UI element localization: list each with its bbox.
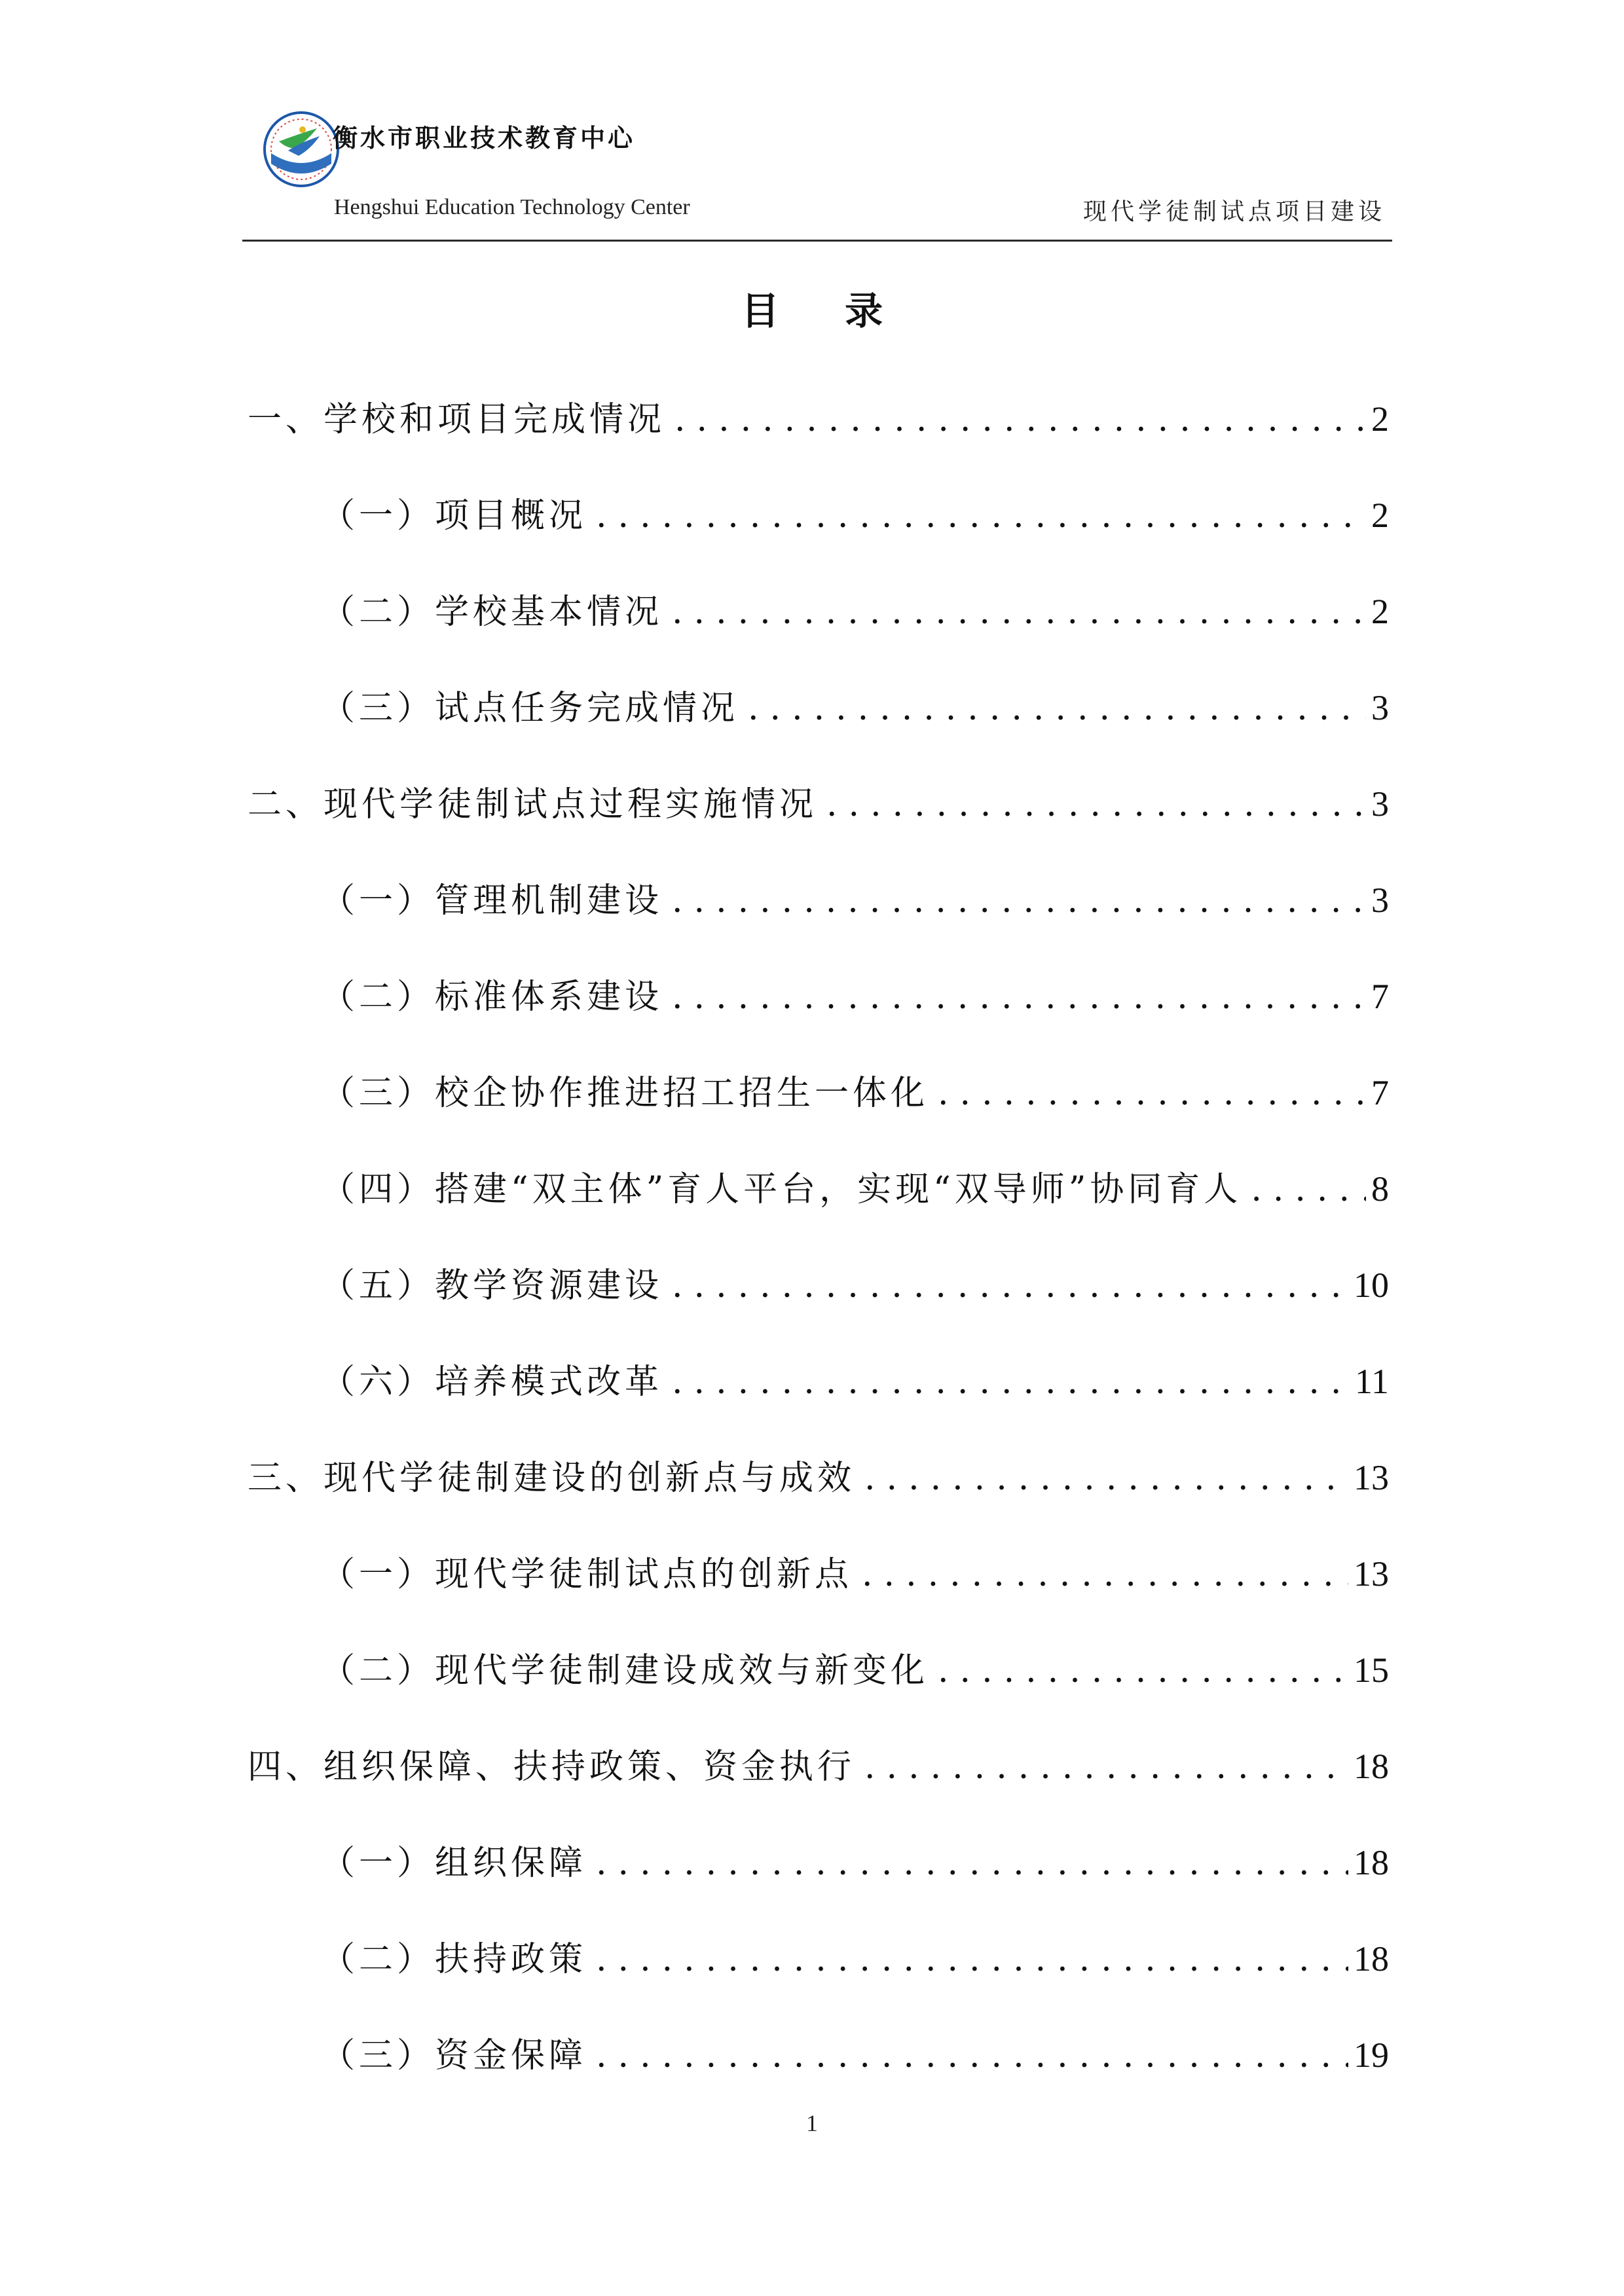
project-title: 现代学徒制试点项目建设 (1082, 198, 1386, 225)
toc-entry-page: 8 (1371, 1169, 1389, 1209)
toc-entry-title: （三）试点任务完成情况 (321, 689, 739, 728)
school-logo-icon (262, 110, 341, 189)
toc-entry-page: 2 (1371, 399, 1389, 439)
toc-entry[interactable] (248, 1163, 1389, 1259)
toc-entry-title: （二）现代学徒制建设成效与新变化 (321, 1651, 929, 1690)
toc-entry-page: 2 (1371, 496, 1389, 535)
toc-entry-title: 一、学校和项目完成情况 (248, 400, 666, 439)
toc-entry-page: 3 (1371, 784, 1389, 824)
toc-entry-page: 3 (1371, 688, 1389, 727)
toc-entry[interactable] (248, 1259, 1389, 1355)
toc-entry-page: 11 (1355, 1362, 1389, 1401)
toc-entry-title: （一）现代学徒制试点的创新点 (321, 1555, 853, 1594)
toc-entry-title: （六）培养模式改革 (321, 1362, 663, 1402)
toc-dot-leader (826, 778, 1366, 831)
toc-dot-leader (672, 971, 1366, 1023)
toc-entry[interactable] (248, 778, 1389, 874)
toc-dot-leader (674, 393, 1366, 446)
toc-entry[interactable] (248, 393, 1389, 489)
organization-name: 衡水市职业技术教育中心 (333, 124, 636, 153)
toc-entry-page: 3 (1371, 881, 1389, 920)
toc-entry[interactable] (248, 1066, 1389, 1163)
toc-entry[interactable] (248, 1644, 1389, 1740)
toc-entry-page: 18 (1354, 1747, 1389, 1786)
toc-entry[interactable] (248, 1548, 1389, 1644)
toc-entry-title: （二）学校基本情况 (321, 592, 663, 632)
toc-entry-page: 7 (1371, 977, 1389, 1016)
toc-dot-leader (596, 490, 1366, 542)
toc-entry-title: （二）标准体系建设 (321, 977, 663, 1017)
toc-dot-leader (862, 1548, 1348, 1601)
toc-entry[interactable] (248, 682, 1389, 778)
toc-dot-leader (864, 1741, 1348, 1793)
table-of-contents (248, 393, 1389, 2125)
toc-dot-leader (596, 1837, 1348, 1889)
page-header (242, 105, 1392, 242)
toc-entry-title: （一）组织保障 (321, 1844, 587, 1883)
toc-entry-page: 15 (1354, 1650, 1389, 1690)
toc-entry-page: 18 (1354, 1939, 1389, 1978)
toc-entry-page: 13 (1354, 1458, 1389, 1497)
toc-entry-title: （一）管理机制建设 (321, 881, 663, 920)
toc-dot-leader (672, 1260, 1348, 1312)
toc-entry-page: 18 (1354, 1843, 1389, 1882)
toc-entry-title: （二）扶持政策 (321, 1940, 587, 1979)
toc-entry[interactable] (248, 970, 1389, 1066)
toc-entry[interactable] (248, 874, 1389, 970)
toc-entry[interactable] (248, 1740, 1389, 1836)
toc-entry[interactable] (248, 1836, 1389, 1933)
toc-entry[interactable] (248, 1933, 1389, 2029)
toc-entry-title: 三、现代学徒制建设的创新点与成效 (248, 1459, 856, 1498)
toc-entry-title: （五）教学资源建设 (321, 1266, 663, 1305)
toc-entry-title: （三）校企协作推进招工招生一体化 (321, 1074, 929, 1113)
toc-entry-title: 四、组织保障、扶持政策、资金执行 (248, 1747, 856, 1787)
toc-entry[interactable] (248, 1451, 1389, 1548)
toc-dot-leader (672, 875, 1366, 927)
toc-entry-title: （四）搭建“双主体”育人平台，实现“双导师”协同育人 (321, 1170, 1242, 1209)
toc-dot-leader (1251, 1163, 1366, 1216)
toc-dot-leader (672, 586, 1366, 638)
toc-entry[interactable] (248, 489, 1389, 585)
toc-entry-page: 10 (1354, 1266, 1389, 1305)
toc-entry-title: 二、现代学徒制试点过程实施情况 (248, 785, 818, 824)
toc-entry-page: 2 (1371, 592, 1389, 631)
toc-entry[interactable] (248, 1355, 1389, 1451)
toc-dot-leader (672, 1356, 1350, 1408)
toc-dot-leader (596, 1933, 1348, 1986)
toc-dot-leader (748, 682, 1366, 735)
toc-dot-leader (938, 1645, 1348, 1697)
organization-name-english: Hengshui Education Technology Center (334, 195, 690, 219)
toc-entry[interactable] (248, 585, 1389, 682)
toc-dot-leader (938, 1067, 1366, 1120)
toc-title: 目 录 (741, 289, 910, 333)
toc-entry-title: （一）项目概况 (321, 496, 587, 536)
toc-entry-page: 19 (1354, 2035, 1389, 2075)
toc-dot-leader (864, 1452, 1348, 1504)
toc-entry-page: 13 (1354, 1554, 1389, 1594)
toc-entry-page: 7 (1371, 1073, 1389, 1112)
page-number: 1 (806, 2110, 818, 2136)
toc-dot-leader (596, 2030, 1348, 2082)
toc-entry-title: （三）资金保障 (321, 2036, 587, 2075)
